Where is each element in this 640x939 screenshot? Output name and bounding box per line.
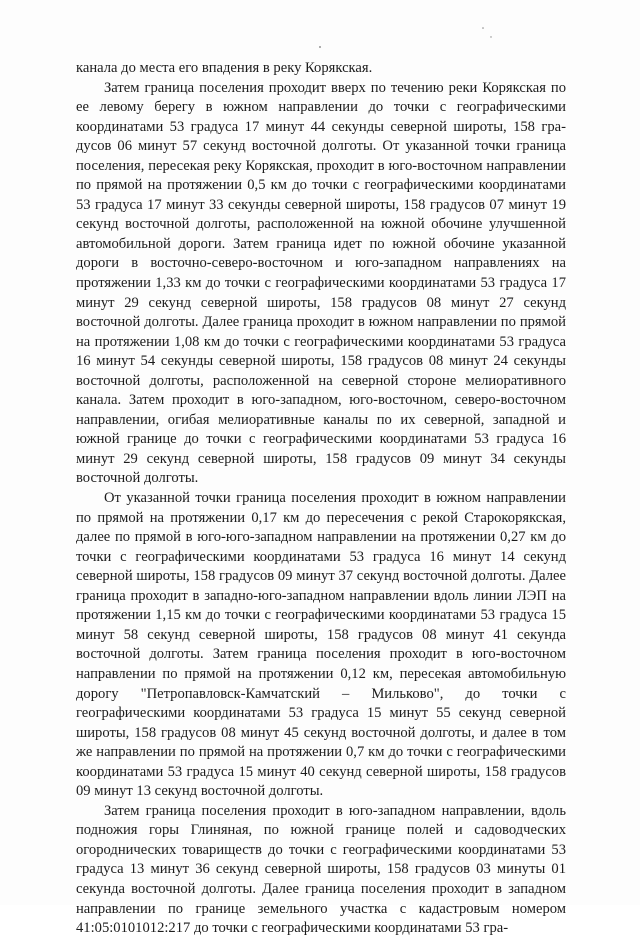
document-body <box>76 59 566 939</box>
paragraph: Затем граница поселения проходит вверх по течению реки Корякская по ее левому берегу в южном направлении до точки с географическими координатами 53 градуса 17 минут 44 секунды северной широты, 158 градусов 06 минут 57 секунд восточной долготы. От указанной точки граница поселения, пересекая реку Корякская, проходит в юго-восточном направлении по прямой на протяжении 0,5 км до точки с географическими координатами 53 градуса 17 минут 33 секунды северной широты, 158 градусов 07 минут 19 секунд восточной долготы, расположенной на южной обочине улучшенной автомобильной дороги. Затем граница идет по южной обочине указанной дороги в восточно-северо-восточном и юго-западном направлениях на протяжении 1,33 км до точки с географическими координатами 53 градуса 17 минут 29 секунд северной широты, 158 градусов 08 минут 27 секунд восточной долготы. Далее граница проходит в южном направлении по прямой на протяжении 1,08 км до точки с географическими координатами 53 градуса 16 минут 54 секунды северной широты, 158 градусов 08 минут 24 секунды восточной долготы, расположенной на северной стороне мелиоративного канала. Затем проходит в юго-западном, юго-восточном, северо-восточном направлении, огибая мелиоративные каналы по их северной, западной и южной границе до точки с географическими координатами 53 градуса 16 минут 29 секунд северной широты, 158 градусов 09 минут 34 секунды восточной долготы. <box>76 79 566 487</box>
paragraph: Затем граница поселения проходит в юго-западном направлении, вдоль подножия горы Глиняная, по южной границе полей и садоводческих огороднических товариществ до точки с географическими координатами 53 градуса 13 минут 36 секунд северной широты, 158 градусов 03 минуты 01 секунда восточной долготы. Далее граница поселения проходит в западном направлении по границе земельного участка с кадастровым номером 41:05:0101012:217 до точки с географическими координатами 53 гра- <box>76 802 566 937</box>
paragraph-continuation: канала до места его впадения в реку Корякская. <box>76 60 373 76</box>
paragraph: От указанной точки граница поселения проходит в южном направлении по прямой на протяжении 0,17 км до пересечения с рекой Старокорякская, далее по прямой в юго-юго-западном направлении на протяжении 0,27 км до точки с географическими координатами 53 градуса 16 минут 14 секунд северной широты, 158 градусов 09 минут 37 секунд восточной долготы. Далее граница проходит в западно-юго-западном направлении вдоль линии ЛЭП на протяжении 1,15 км до точки с географическими координатами 53 градуса 15 минут 58 секунд северной широты, 158 градусов 08 минут 41 секунда восточной долготы. Затем граница поселения проходит в юго-восточном направлении по прямой на протяжении 0,12 км, пересекая автомобильную дорогу "Петропавловск-Камчатский – Мильково", до точки с географическими координатами 53 градуса 15 минут 55 секунд северной широты, 158 градусов 08 минут 45 секунд восточной долготы, и далее в том же направлении по прямой на протяжении 0,7 км до точки с географическими координатами 53 градуса 15 минут 40 секунд северной широты, 158 градусов 09 минут 13 секунд восточной долготы. <box>76 490 566 800</box>
